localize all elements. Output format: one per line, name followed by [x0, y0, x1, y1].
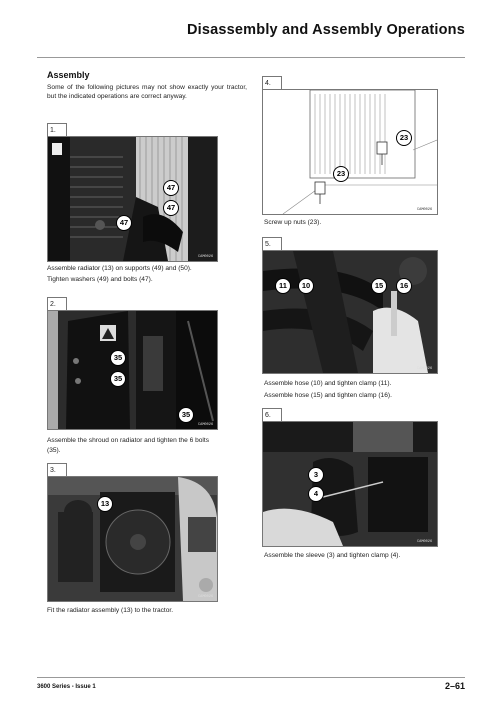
step-3-photo	[47, 476, 218, 602]
step-6-photo	[262, 421, 438, 547]
callout-13: 13	[97, 496, 113, 512]
callout-10: 10	[298, 278, 314, 294]
step-number-4: 4.	[262, 76, 282, 89]
step-1-photo	[47, 136, 218, 262]
step-number-6: 6.	[262, 408, 282, 421]
callout-35-c: 35	[178, 407, 194, 423]
callout-15: 15	[371, 278, 387, 294]
step-1-caption-line-2: Tighten washers (49) and bolts (47).	[47, 276, 153, 283]
image-code: CAM0026	[198, 255, 214, 259]
callout-3: 3	[308, 467, 324, 483]
callout-47-c: 47	[116, 215, 132, 231]
image-code: CAM0026	[417, 540, 433, 544]
step-number-5: 5.	[262, 237, 282, 250]
callout-47-b: 47	[163, 200, 179, 216]
sleeve-clamp-image	[263, 422, 437, 546]
callout-35-a: 35	[110, 350, 126, 366]
callout-4: 4	[308, 486, 324, 502]
image-code: CAM0026	[417, 208, 433, 212]
hose-clamp-image	[263, 251, 437, 373]
radiator-support-image	[48, 137, 217, 261]
callout-35-b: 35	[110, 371, 126, 387]
step-3-caption-line-1: Fit the radiator assembly (13) to the tractor.	[47, 607, 174, 614]
image-code: CAM0026	[198, 595, 214, 599]
step-6-caption-line-1: Assemble the sleeve (3) and tighten clamp (4).	[264, 552, 401, 559]
section-heading: Assembly	[47, 70, 90, 80]
step-5-caption-line-2: Assemble hose (15) and tighten clamp (16).	[264, 392, 392, 399]
step-5-photo	[262, 250, 438, 374]
callout-11: 11	[275, 278, 291, 294]
step-4-photo	[262, 89, 438, 215]
step-2-photo	[47, 310, 218, 430]
callout-23-a: 23	[396, 130, 412, 146]
step-number-3: 3.	[47, 463, 67, 476]
image-code: CAM0026	[198, 423, 214, 427]
step-2-caption-line-1: Assemble the shroud on radiator and tighten the 6 bolts	[47, 437, 210, 444]
callout-47-a: 47	[163, 180, 179, 196]
step-4-caption-line-1: Screw up nuts (23).	[264, 219, 322, 226]
callout-23-b: 23	[333, 166, 349, 182]
step-2-caption-line-2: (35).	[47, 447, 61, 454]
header-rule	[37, 57, 465, 58]
step-1-caption-line-1: Assemble radiator (13) on supports (49) and (50).	[47, 265, 192, 272]
step-number-2: 2.	[47, 297, 67, 310]
callout-16: 16	[396, 278, 412, 294]
nuts-line-drawing	[263, 90, 437, 214]
footer-series-issue: 3600 Series - Issue 1	[37, 684, 96, 690]
step-number-1: 1.	[47, 123, 67, 136]
intro-paragraph: Some of the following pictures may not show exactly your tractor, but the indicated operations are correct anyway.	[47, 84, 247, 101]
radiator-fit-image	[48, 477, 217, 601]
page-title: Disassembly and Assembly Operations	[186, 22, 465, 38]
page-number: 2–61	[444, 681, 465, 691]
step-5-caption-line-1: Assemble hose (10) and tighten clamp (11).	[264, 380, 392, 387]
footer-rule	[37, 677, 465, 678]
image-code: CAM0026	[417, 367, 433, 371]
